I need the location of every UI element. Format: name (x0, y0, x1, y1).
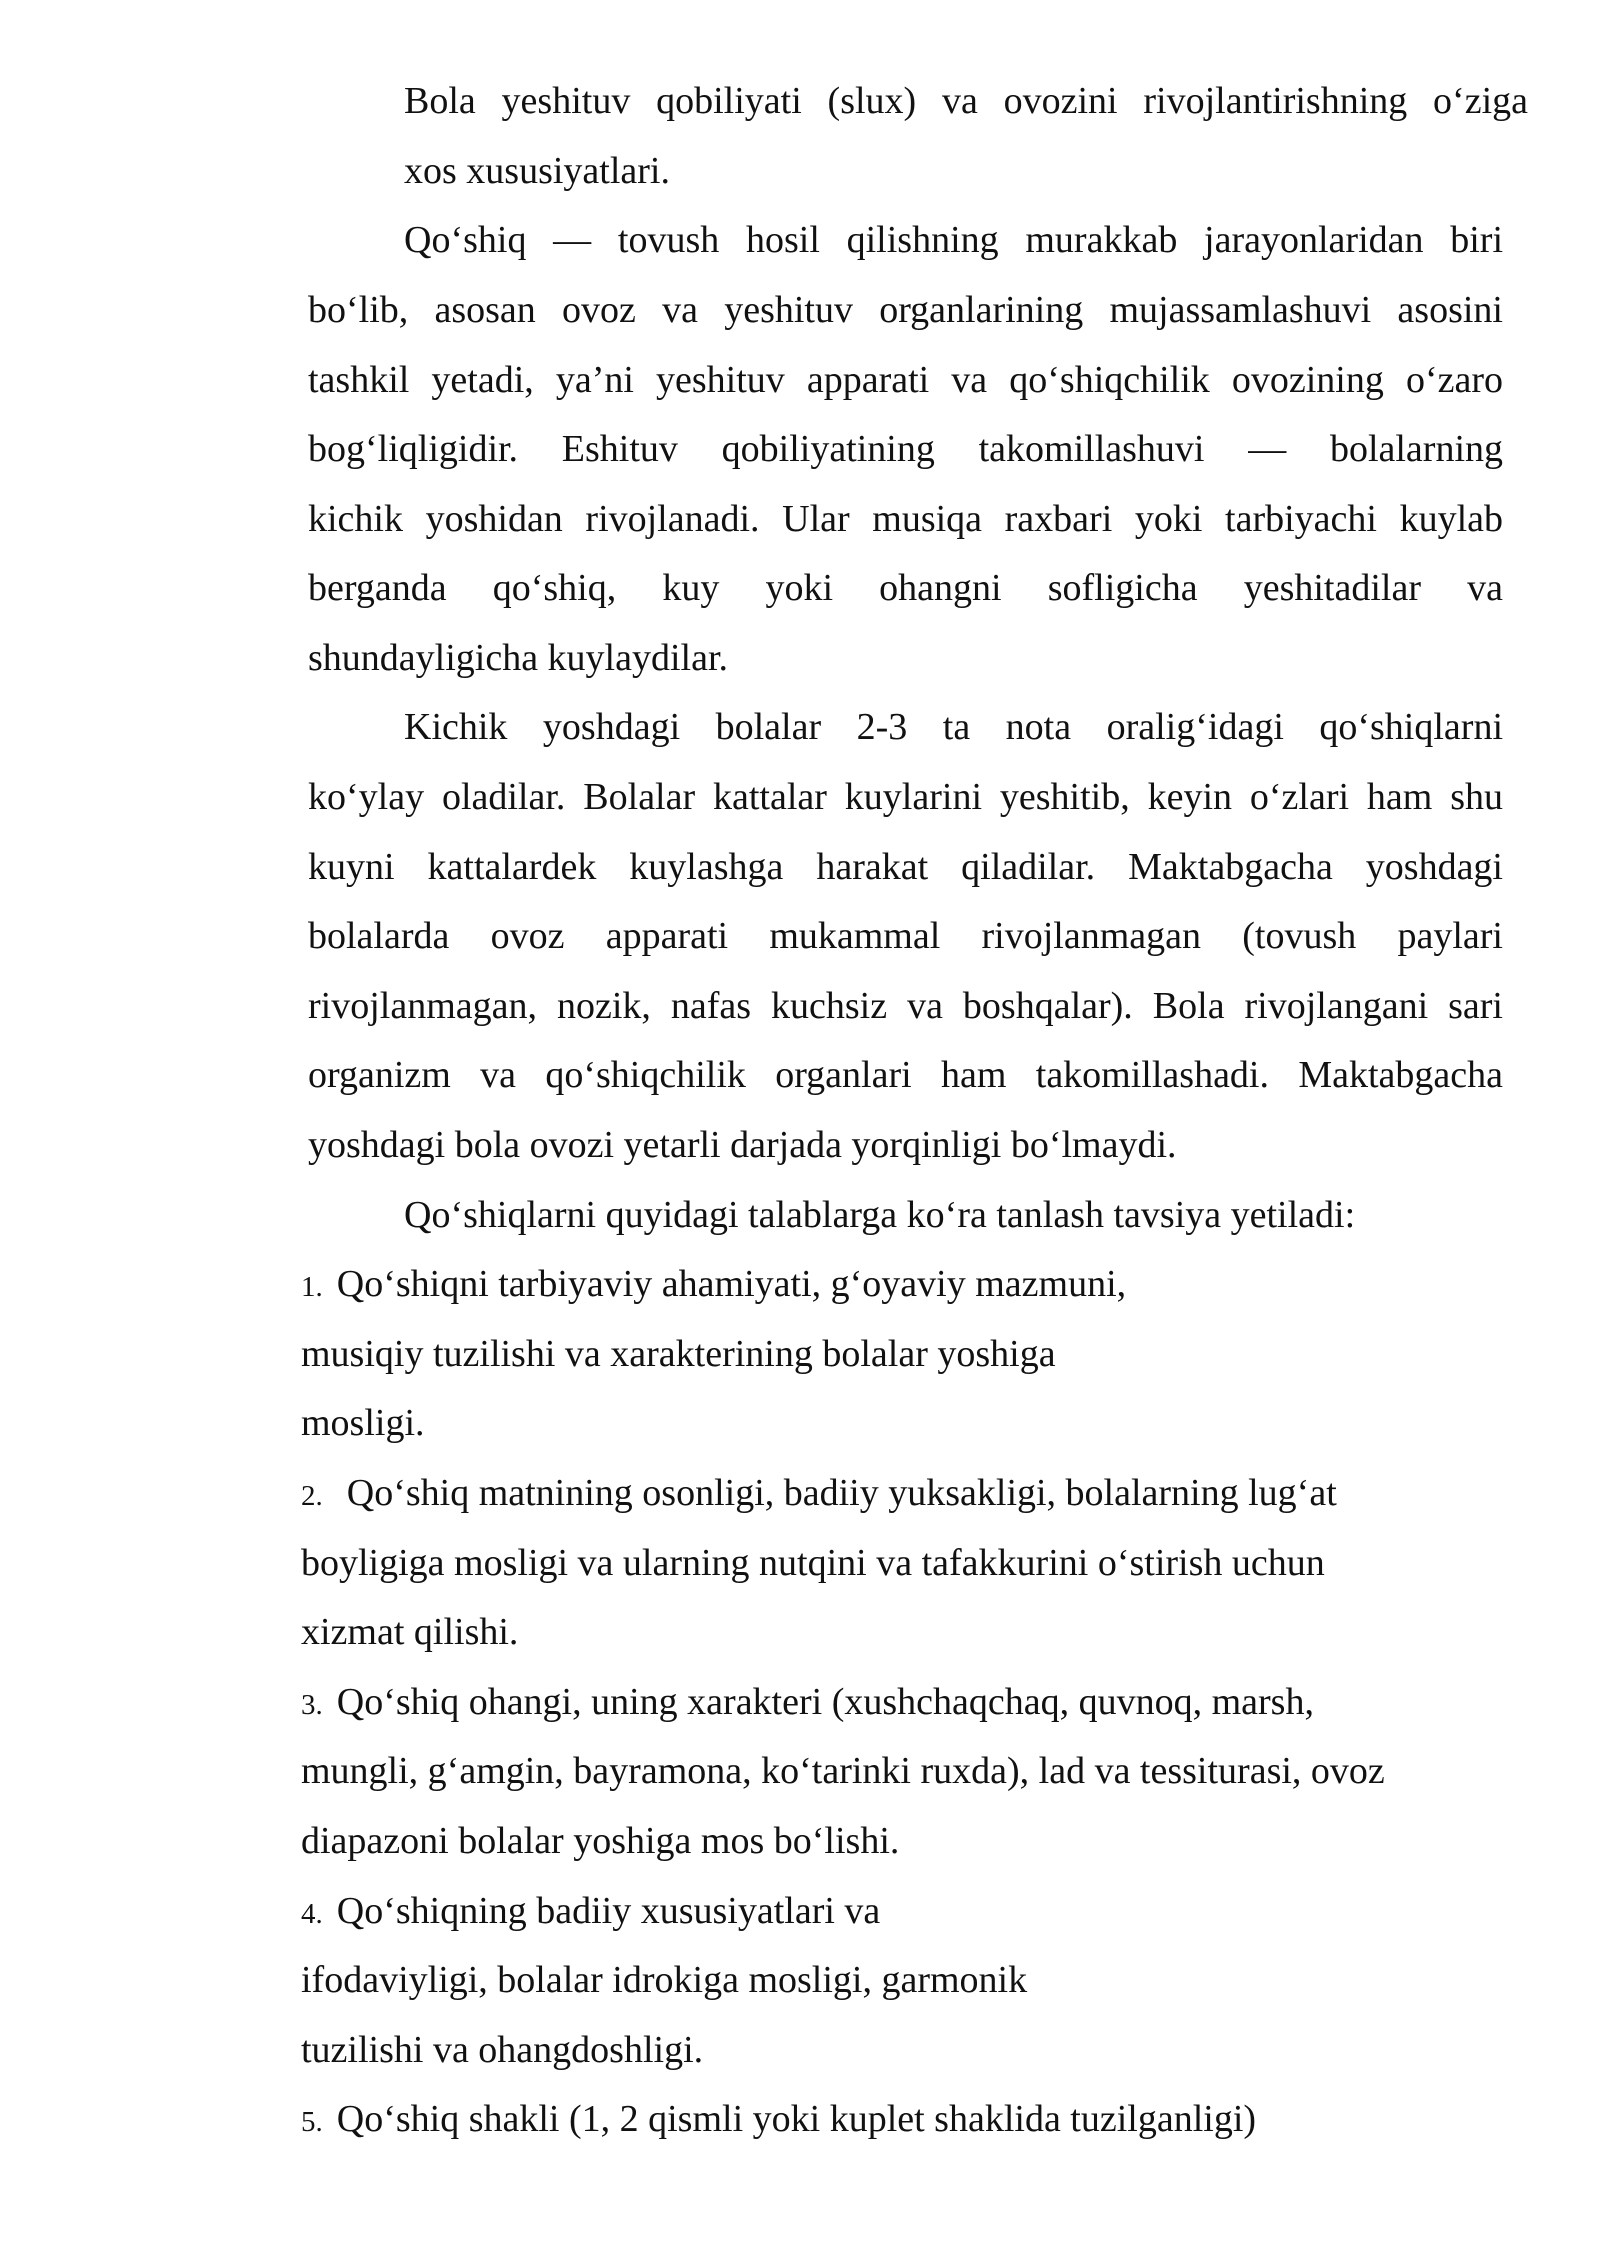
heading-line: Bola yeshituv qobiliyati (slux) va ovozini rivojlantirishning o‘ziga (404, 80, 1528, 122)
list-number: 5. (301, 2106, 323, 2138)
list-item (301, 2084, 1256, 2154)
list-item (301, 1876, 880, 1946)
list-item-line: mosligi. (301, 1402, 425, 1444)
list-item-text: Qo‘shiq matnining osonligi, badiiy yuksakligi, bolalarning lug‘at (346, 1472, 1337, 1514)
paragraph-line: berganda qo‘shiq, kuy yoki ohangni sofligicha yeshitadilar va (308, 567, 1503, 609)
list-number: 1. (301, 1271, 323, 1303)
paragraph-line: bolalarda ovoz apparati mukammal rivojlanmagan (tovush paylari (308, 915, 1503, 957)
list-item-text: Qo‘shiqning badiiy xususiyatlari va (336, 1890, 881, 1932)
list-item-line: ifodaviyligi, bolalar idrokiga mosligi, garmonik (301, 1959, 1028, 2001)
list-item (301, 1667, 1314, 1737)
list-item-text: Qo‘shiqni tarbiyaviy ahamiyati, g‘oyaviy mazmuni, (336, 1263, 1127, 1305)
list-item-line: mungli, g‘amgin, bayramona, ko‘tarinki ruxda), lad va tessiturasi, ovoz (301, 1750, 1385, 1792)
list-intro: Qo‘shiqlarni quyidagi talablarga ko‘ra tanlash tavsiya yetiladi: (404, 1194, 1356, 1236)
paragraph-line: kuyni kattalardek kuylashga harakat qiladilar. Maktabgacha yoshdagi (308, 846, 1503, 888)
list-number: 4. (301, 1898, 323, 1930)
paragraph-line: Kichik yoshdagi bolalar 2-3 ta nota oralig‘idagi qo‘shiqlarni (404, 706, 1503, 748)
paragraph-line: rivojlanmagan, nozik, nafas kuchsiz va boshqalar). Bola rivojlangani sari (308, 985, 1503, 1027)
heading-line: xos xususiyatlari. (404, 150, 670, 192)
paragraph-line: yoshdagi bola ovozi yetarli darjada yorqinligi bo‘lmaydi. (308, 1124, 1177, 1166)
list-item-text: Qo‘shiq ohangi, uning xarakteri (xushchaqchaq, quvnoq, marsh, (336, 1681, 1314, 1723)
paragraph-line: shundayligicha kuylaydilar. (308, 637, 729, 679)
list-item-line: diapazoni bolalar yoshiga mos bo‘lishi. (301, 1820, 900, 1862)
list-item-line: musiqiy tuzilishi va xarakterining bolalar yoshiga (301, 1333, 1056, 1375)
paragraph-line: kichik yoshidan rivojlanadi. Ular musiqa raxbari yoki tarbiyachi kuylab (308, 498, 1503, 540)
paragraph-line: bo‘lib, asosan ovoz va yeshituv organlarining mujassamlashuvi asosini (308, 289, 1503, 331)
paragraph-line: ko‘ylay oladilar. Bolalar kattalar kuylarini yeshitib, keyin o‘zlari ham shu (308, 776, 1503, 818)
list-item-text: Qo‘shiq shakli (1, 2 qismli yoki kuplet shaklida tuzilganligi) (336, 2098, 1257, 2140)
list-item (301, 1458, 1337, 1528)
paragraph-line: bog‘liqligidir. Eshituv qobiliyatining takomillashuvi — bolalarning (308, 428, 1503, 470)
list-item (301, 1249, 1126, 1319)
list-item-line: boyligiga mosligi va ularning nutqini va tafakkurini o‘stirish uchun (301, 1542, 1325, 1584)
list-number: 3. (301, 1689, 323, 1721)
list-item-line: tuzilishi va ohangdoshligi. (301, 2029, 704, 2071)
list-item-line: xizmat qilishi. (301, 1611, 519, 1653)
list-number: 2. (301, 1480, 323, 1512)
paragraph-line: organizm va qo‘shiqchilik organlari ham takomillashadi. Maktabgacha (308, 1054, 1503, 1096)
paragraph-line: tashkil yetadi, ya’ni yeshituv apparati va qo‘shiqchilik ovozining o‘zaro (308, 359, 1503, 401)
paragraph-line: Qo‘shiq — tovush hosil qilishning murakkab jarayonlaridan biri (404, 219, 1503, 261)
